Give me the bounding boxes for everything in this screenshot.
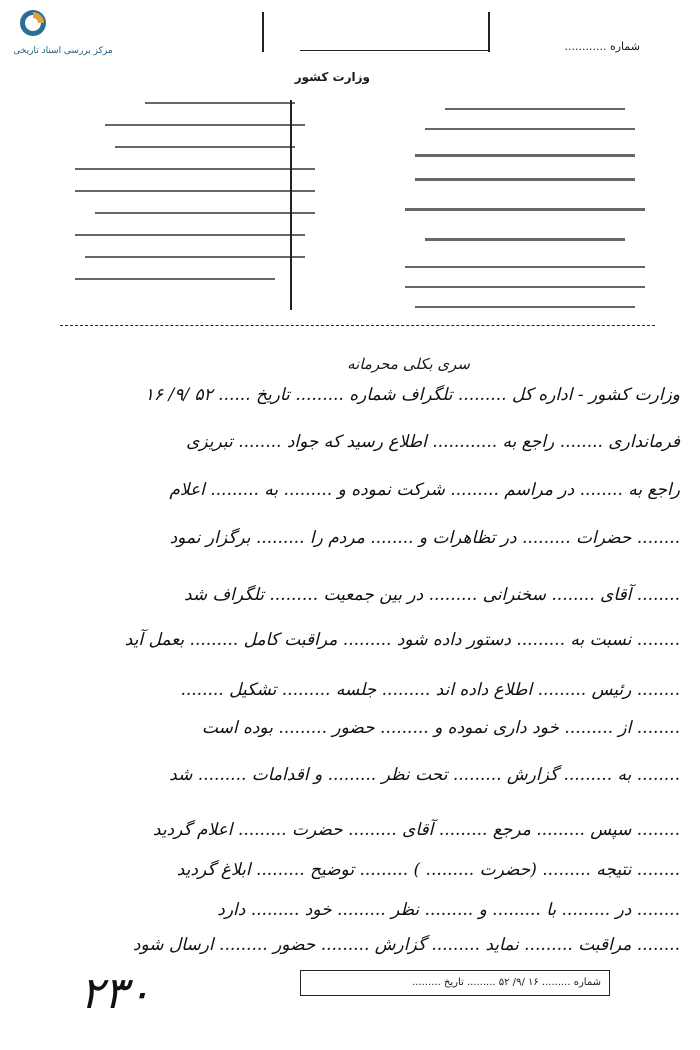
office-title: وزارت کشور bbox=[294, 70, 370, 84]
letter-line-3: راجع به ........ در مراسم ......... شرکت نموده و ......... به ......... اعلام bbox=[169, 480, 680, 500]
letter-line-2: فرمانداری ........ راجع به ............ اطلاع رسید که جواد ........ تبریزی bbox=[186, 432, 680, 452]
archive-logo bbox=[8, 8, 118, 68]
page-number: ۲۳۰ bbox=[80, 968, 151, 1019]
header-bracket-right bbox=[488, 12, 490, 52]
header-bracket-left bbox=[262, 12, 264, 52]
letter-title: سری بکلی محرمانه bbox=[347, 355, 470, 373]
letter-line-10: ........ سپس ......... مرجع ......... آقای ......... حضرت ......... اعلام گردید bbox=[152, 820, 680, 840]
letter-line-13: ........ مراقبت ......... نماید ......... گزارش ......... حضور ......... ارسال شود bbox=[132, 935, 680, 955]
letter-line-11: ........ نتیجه ......... (حضرت ......... ) ......... توضیح ......... ابلاغ گردید bbox=[176, 860, 680, 880]
archive-emblem-icon bbox=[18, 8, 48, 38]
header-rule bbox=[300, 50, 490, 51]
form-separator bbox=[60, 325, 655, 326]
letter-line-7: ........ رئیس ......... اطلاع داده اند ......... جلسه ......... تشکیل ........ bbox=[180, 680, 680, 700]
letter-line-8: ........ از ......... خود داری نموده و ......... حضور ......... بوده است bbox=[201, 718, 680, 738]
letter-line-4: ........ حضرات ......... در تظاهرات و ........ مردم را ......... برگزار نمود bbox=[169, 528, 680, 548]
archive-logo-label: مرکز بررسی اسناد تاریخی bbox=[13, 46, 113, 56]
letter-line-1: وزارت کشور - اداره کل ......... تلگراف شماره ......... تاریخ ...... ۵۲ /۹/ ۱۶ bbox=[144, 385, 680, 405]
letter-line-12: ........ در ......... با ......... و ......... نظر ......... خود ......... دارد bbox=[217, 900, 680, 920]
form-divider bbox=[290, 100, 292, 310]
letter-line-6: ........ نسبت به ......... دستور داده شود ......... مراقبت کامل ......... بعمل آید bbox=[124, 630, 680, 650]
letter-line-9: ........ به ......... گزارش ......... تحت نظر ......... و اقدامات ......... شد bbox=[169, 765, 680, 785]
reference-label: شماره ............ bbox=[564, 40, 640, 53]
letter-line-5: ........ آقای ........ سخنرانی ......... در بین جمعیت ......... تلگراف شد bbox=[183, 585, 680, 605]
footer-stamp-box: شماره ......... ۱۶ /۹/ ۵۲ ......... تاریخ ......... bbox=[300, 970, 610, 996]
